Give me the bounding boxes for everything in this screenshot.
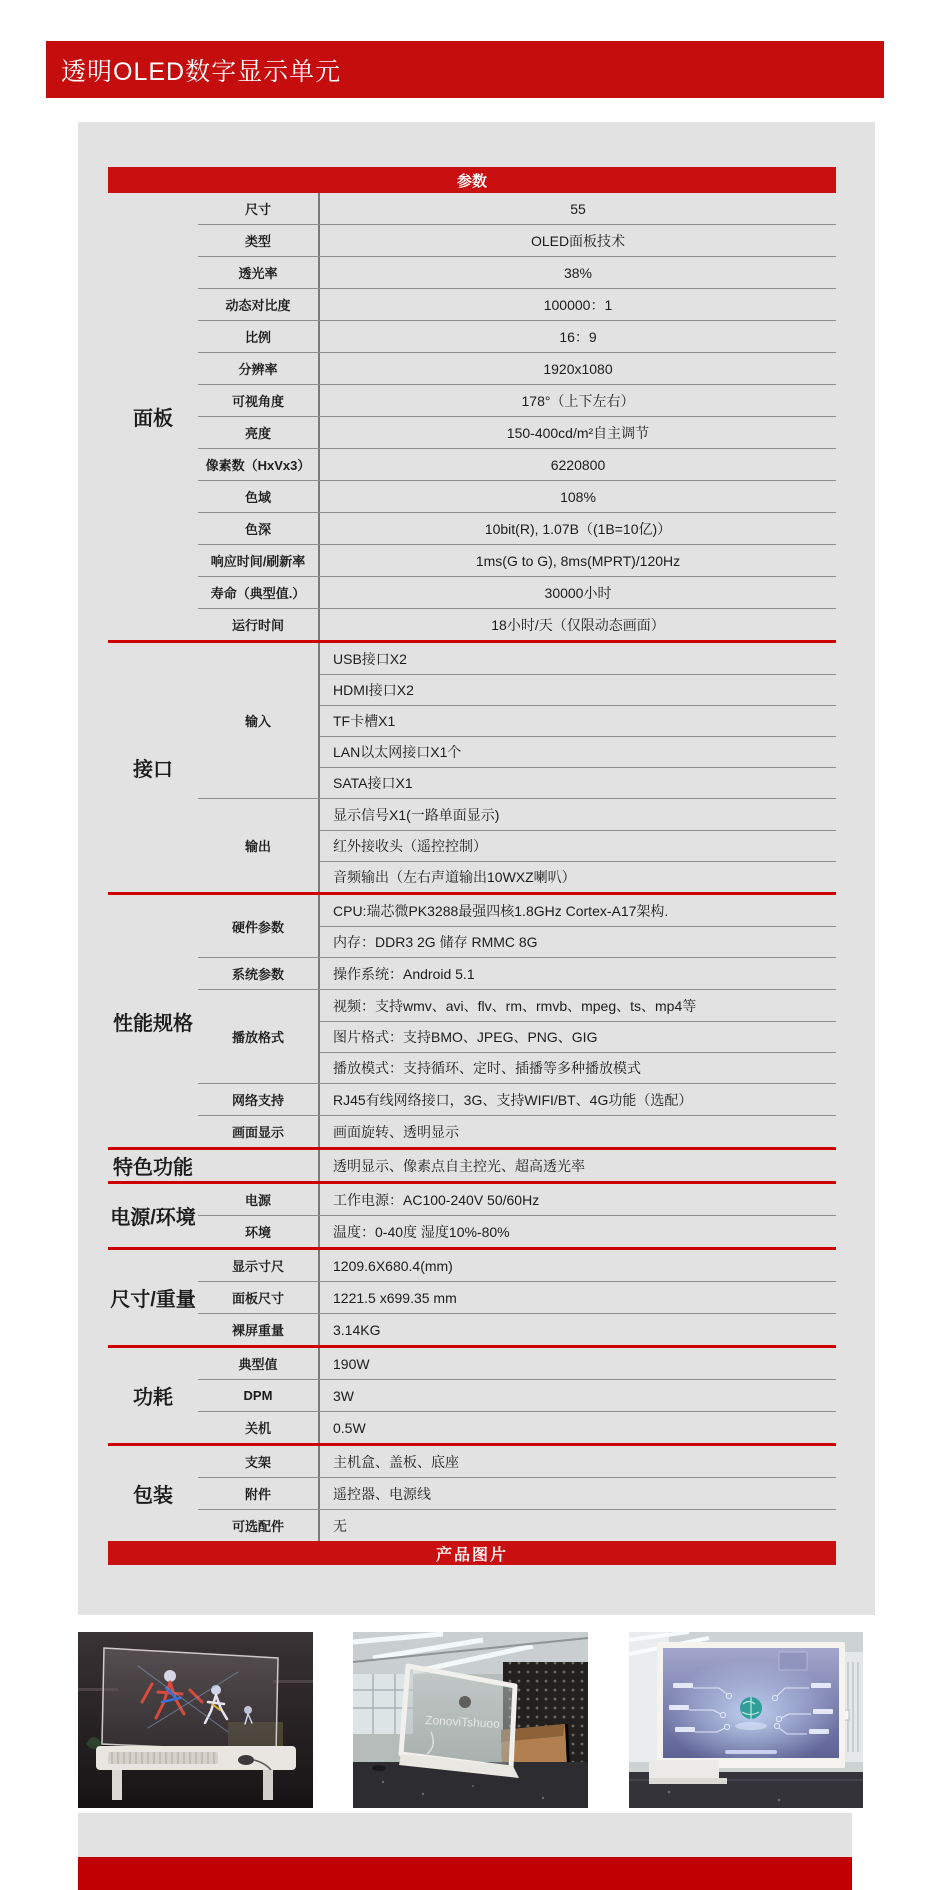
value-cell: 3.14KG	[333, 1321, 381, 1338]
value-cell: 108%	[560, 488, 596, 505]
spec-group	[198, 1115, 836, 1147]
value-cell: TF卡槽X1	[320, 705, 836, 736]
spec-group	[198, 1348, 836, 1379]
attr-cell: 寿命（典型值.）	[198, 577, 320, 608]
value-cell: 150-400cd/m²自主调节	[506, 424, 650, 441]
spec-group	[198, 320, 836, 352]
attr-cell	[198, 1150, 320, 1181]
attr-cell: 裸屏重量	[198, 1314, 320, 1345]
spec-group	[198, 1250, 836, 1281]
spec-group	[198, 1150, 836, 1181]
value-list	[320, 1510, 836, 1541]
value-cell: 1221.5 x699.35 mm	[333, 1289, 457, 1306]
value-cell: CPU:瑞芯微PK3288最强四核1.8GHz Cortex-A17架构.	[333, 902, 669, 919]
value-cell: 遥控器、电源线	[333, 1485, 431, 1502]
spec-group	[198, 957, 836, 989]
value-cell: 1209.6X680.4(mm)	[333, 1257, 453, 1274]
table-header-bar: 参数	[108, 167, 836, 193]
value-cell: 透明显示、像素点自主控光、超高透光率	[333, 1157, 585, 1174]
attr-cell: 硬件参数	[198, 895, 320, 957]
value-list	[320, 449, 836, 480]
page-title: 透明OLED数字显示单元	[61, 57, 342, 86]
value-cell: 红外接收头（遥控控制）	[320, 830, 836, 861]
attr-cell: 输入	[198, 643, 320, 798]
spec-section	[108, 1184, 836, 1247]
value-cell: 主机盒、盖板、底座	[333, 1453, 459, 1470]
spec-group	[198, 544, 836, 576]
value-list	[320, 577, 836, 608]
attr-cell: 画面显示	[198, 1116, 320, 1147]
product-photo-2	[353, 1632, 588, 1808]
attr-cell: 面板尺寸	[198, 1282, 320, 1313]
spec-group	[198, 384, 836, 416]
product-photo-2-image	[353, 1632, 588, 1808]
value-cell: 无	[333, 1517, 347, 1534]
attr-cell: 比例	[198, 321, 320, 352]
value-list	[320, 643, 836, 798]
footer-gray-strip	[78, 1813, 852, 1857]
spec-group	[198, 256, 836, 288]
value-cell: 内存：DDR3 2G 储存 RMMC 8G	[320, 926, 836, 957]
section-groups	[198, 643, 836, 892]
spec-group	[198, 1215, 836, 1247]
spec-group	[198, 1411, 836, 1443]
value-list	[320, 1446, 836, 1477]
attr-cell: 可选配件	[198, 1510, 320, 1541]
value-cell: 音频输出（左右声道输出10WXZ喇叭）	[320, 861, 836, 892]
attr-cell: 网络支持	[198, 1084, 320, 1115]
value-cell: 1920x1080	[543, 360, 613, 377]
spec-group	[198, 798, 836, 892]
spec-section	[108, 1150, 836, 1181]
spec-group	[198, 1379, 836, 1411]
value-cell: 55	[570, 200, 586, 217]
value-list	[320, 513, 836, 544]
attr-cell: 运行时间	[198, 609, 320, 640]
value-cell: 播放模式：支持循环、定时、插播等多种播放模式	[320, 1052, 836, 1083]
attr-cell: 关机	[198, 1412, 320, 1443]
section-label: 尺寸/重量	[110, 1289, 196, 1311]
value-list	[320, 990, 836, 1083]
attr-cell: 显示寸尺	[198, 1250, 320, 1281]
spec-group	[198, 480, 836, 512]
section-groups	[198, 1250, 836, 1345]
spec-group	[198, 576, 836, 608]
attr-cell: 响应时间/刷新率	[198, 545, 320, 576]
value-list	[320, 1216, 836, 1247]
attr-cell: 输出	[198, 799, 320, 892]
value-cell: 3W	[333, 1387, 354, 1404]
attr-cell: 色域	[198, 481, 320, 512]
value-cell: 画面旋转、透明显示	[333, 1123, 459, 1140]
value-list	[320, 481, 836, 512]
value-list	[320, 1116, 836, 1147]
value-list	[320, 1150, 836, 1181]
value-list	[320, 385, 836, 416]
value-cell: 工作电源：AC100-240V 50/60Hz	[333, 1191, 540, 1208]
section-label: 功耗	[133, 1387, 173, 1409]
attr-cell: 亮度	[198, 417, 320, 448]
value-cell: RJ45有线网络接口，3G、支持WIFI/BT、4G功能（选配）	[333, 1091, 693, 1108]
spec-group	[198, 1281, 836, 1313]
value-list	[320, 353, 836, 384]
attr-cell: 尺寸	[198, 193, 320, 224]
value-list	[320, 895, 836, 957]
value-list	[320, 1250, 836, 1281]
section-label: 面板	[133, 408, 173, 430]
value-cell: USB接口X2	[333, 650, 407, 667]
table-images-bar: 产品图片	[108, 1541, 836, 1565]
value-list	[320, 257, 836, 288]
attr-cell: 像素数（HxVx3）	[198, 449, 320, 480]
value-cell: 0.5W	[333, 1419, 366, 1436]
spec-group	[198, 1446, 836, 1477]
section-label: 接口	[133, 759, 173, 781]
product-photo-3	[629, 1632, 863, 1808]
value-cell: 操作系统：Android 5.1	[333, 965, 475, 982]
value-list	[320, 609, 836, 640]
spec-group	[198, 1083, 836, 1115]
spec-group	[198, 1509, 836, 1541]
spec-section	[108, 193, 836, 640]
value-cell: 16：9	[559, 328, 597, 345]
value-list	[320, 545, 836, 576]
value-list	[320, 1412, 836, 1443]
product-photo-1-image	[78, 1632, 313, 1808]
value-list	[320, 417, 836, 448]
spec-group	[198, 608, 836, 640]
table-body	[108, 193, 836, 1541]
attr-cell: 环境	[198, 1216, 320, 1247]
value-cell: 6220800	[550, 456, 606, 473]
value-cell: LAN以太网接口X1个	[320, 736, 836, 767]
value-list	[320, 225, 836, 256]
page-header-band	[46, 41, 884, 98]
value-cell: 100000：1	[543, 296, 613, 313]
value-cell: 38%	[563, 264, 593, 281]
value-cell: 温度：0-40度 湿度10%-80%	[333, 1223, 510, 1240]
value-list	[320, 958, 836, 989]
value-list	[320, 1348, 836, 1379]
spec-group	[198, 288, 836, 320]
value-list	[320, 1314, 836, 1345]
section-groups	[198, 895, 836, 1147]
section-groups	[198, 193, 836, 640]
spec-group	[198, 193, 836, 224]
spec-group	[198, 895, 836, 957]
spec-group	[198, 512, 836, 544]
svg-text:ZonoviTshuoo: ZonoviTshuoo	[424, 1713, 501, 1731]
value-cell: SATA接口X1	[320, 767, 836, 798]
spec-group	[198, 1313, 836, 1345]
spec-group	[198, 352, 836, 384]
value-cell: 显示信号X1(一路单面显示)	[333, 806, 500, 823]
value-list	[320, 321, 836, 352]
attr-cell: 分辨率	[198, 353, 320, 384]
spec-section	[108, 1348, 836, 1443]
spec-group	[198, 224, 836, 256]
attr-cell: 典型值	[198, 1348, 320, 1379]
value-list	[320, 1380, 836, 1411]
value-cell: 190W	[333, 1355, 370, 1372]
attr-cell: 附件	[198, 1478, 320, 1509]
attr-cell: 电源	[198, 1184, 320, 1215]
product-photo-1	[78, 1632, 313, 1808]
attr-cell: DPM	[198, 1380, 320, 1411]
section-groups	[198, 1348, 836, 1443]
value-cell: 10bit(R), 1.07B（(1B=10亿)）	[484, 520, 672, 537]
section-groups	[198, 1446, 836, 1541]
spec-group	[198, 989, 836, 1083]
value-list	[320, 1084, 836, 1115]
value-cell: OLED面板技术	[530, 232, 626, 249]
value-cell: 18小时/天（仅限动态画面）	[491, 616, 665, 633]
spec-group	[198, 1184, 836, 1215]
section-label: 特色功能	[113, 1157, 193, 1179]
value-list	[320, 1478, 836, 1509]
spec-section	[108, 895, 836, 1147]
attr-cell: 支架	[198, 1446, 320, 1477]
value-cell: 视频：支持wmv、avi、flv、rm、rmvb、mpeg、ts、mp4等	[333, 997, 697, 1014]
product-photo-3-image	[629, 1632, 863, 1808]
footer-red-bar	[78, 1857, 852, 1890]
section-label: 电源/环境	[110, 1207, 196, 1229]
section-groups	[198, 1150, 836, 1181]
attr-cell: 播放格式	[198, 990, 320, 1083]
section-label: 性能规格	[113, 1012, 193, 1035]
attr-cell: 动态对比度	[198, 289, 320, 320]
attr-cell: 可视角度	[198, 385, 320, 416]
attr-cell: 类型	[198, 225, 320, 256]
section-label: 包装	[133, 1485, 173, 1507]
attr-cell: 色深	[198, 513, 320, 544]
value-list	[320, 289, 836, 320]
section-groups	[198, 1184, 836, 1247]
spec-group	[198, 643, 836, 798]
attr-cell: 系统参数	[198, 958, 320, 989]
spec-table	[108, 167, 836, 1565]
value-list	[320, 799, 836, 892]
spec-section	[108, 1250, 836, 1345]
spec-group	[198, 448, 836, 480]
attr-cell: 透光率	[198, 257, 320, 288]
spec-section	[108, 643, 836, 892]
value-cell: 178°（上下左右）	[521, 392, 635, 409]
value-cell: 1ms(G to G), 8ms(MPRT)/120Hz	[475, 552, 681, 569]
value-list	[320, 193, 836, 224]
value-list	[320, 1184, 836, 1215]
value-cell: 图片格式：支持BMO、JPEG、PNG、GIG	[320, 1021, 836, 1052]
spec-section	[108, 1446, 836, 1541]
value-cell: 30000小时	[544, 584, 612, 601]
value-cell: HDMI接口X2	[320, 674, 836, 705]
spec-group	[198, 1477, 836, 1509]
value-list	[320, 1282, 836, 1313]
spec-group	[198, 416, 836, 448]
spec-panel	[78, 122, 875, 1615]
